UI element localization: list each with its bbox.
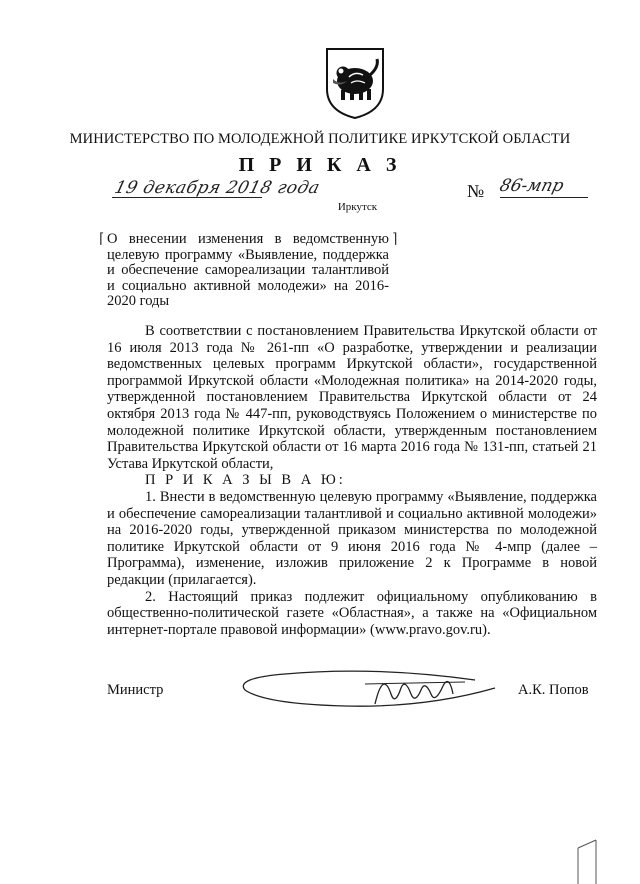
signatory-name: А.К. Попов	[518, 682, 589, 698]
number-handwritten: 86-мпр	[497, 176, 566, 196]
number-underline	[500, 197, 588, 198]
item-2-paragraph: 2. Настоящий приказ подлежит официальному опубликованию в общественно-политической газете «Областная», а также на «Официальном интернет-портале правовой информации» (www.pravo.gov.ru).	[107, 588, 597, 638]
city: Иркутск	[337, 201, 378, 213]
date-underline	[112, 197, 262, 198]
body-text	[107, 323, 597, 638]
coat-of-arms-icon	[323, 45, 387, 121]
date-handwritten: 19 декабря 2018 года	[112, 178, 322, 198]
signature-icon	[225, 660, 505, 720]
item-1-paragraph: 1. Внести в ведомственную целевую программу «Выявление, поддержка и обеспечение самореализации талантливой и социально активной молодежи» на 2016-2020 годы, утвержденной приказом министерства по молодежной политике Иркутской области от 9 июня 2016 года № 4-мпр (далее – Программа), изменение, изложив приложение 2 к Программе в новой редакции (прилагается).	[107, 488, 597, 588]
order-word: П Р И К А З Ы В А Ю:	[145, 472, 346, 489]
subject-heading: О внесении изменения в ведомственную целевую программу «Выявление, поддержка и обеспечение самореализации талантливой и социально активной молодежи» на 2016-2020 годы	[107, 231, 389, 309]
ministry-name: МИНИСТЕРСТВО ПО МОЛОДЕЖНОЙ ПОЛИТИКЕ ИРКУТСКОЙ ОБЛАСТИ	[69, 131, 571, 147]
subject-corner-right-icon: ⌉	[392, 232, 398, 247]
number-label: №	[467, 181, 485, 201]
document-type: П Р И К А З	[238, 154, 402, 176]
subject-corner-left-icon: ⌈	[99, 232, 105, 247]
preamble-paragraph: В соответствии с постановлением Правительства Иркутской области от 16 июля 2013 года № 261-пп «О разработке, утверждении и реализации ведомственных целевых программ Иркутской области», государственной программой Иркутской области «Молодежная политика» на 2014-2020 годы, утвержденной постановлением Правительства Иркутской области от 24 октября 2013 года № 447-пп, руководствуясь Положением о министерстве по молодежной политике Иркутской области, утвержденным постановлением Правительства Иркутской области от 16 марта 2016 года № 131-пп, статьей 21 Устава Иркутской области,	[107, 323, 597, 472]
signatory-title: Министр	[107, 682, 164, 698]
corner-mark-icon	[574, 838, 600, 884]
